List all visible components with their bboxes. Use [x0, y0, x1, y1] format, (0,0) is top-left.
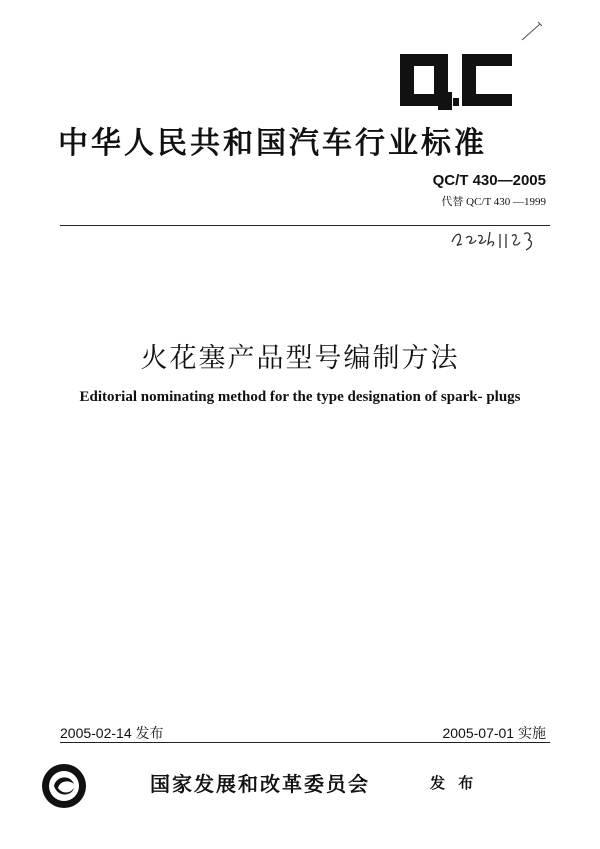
issue-date: 2005-02-14 发布 [60, 725, 164, 741]
qc-logo [398, 52, 516, 112]
standard-code: QC/T 430—2005 [432, 172, 546, 189]
implementation-date: 2005-07-01 实施 [442, 725, 546, 741]
handwritten-note [448, 224, 540, 252]
emblem-seal-icon [40, 762, 88, 810]
publisher-name: 国家发展和改革委员会 [150, 772, 370, 796]
replaces-note: 代替 QC/T 430 —1999 [441, 196, 546, 208]
document-title-english: Editorial nominating method for the type designation of spark- plugs [79, 389, 521, 405]
standard-title: 中华人民共和国汽车行业标准 [58, 126, 487, 161]
pen-mark [520, 20, 544, 42]
publish-label: 发 布 [430, 774, 478, 792]
bottom-divider [60, 742, 550, 743]
document-title-chinese: 火花塞产品型号编制方法 [140, 343, 460, 374]
